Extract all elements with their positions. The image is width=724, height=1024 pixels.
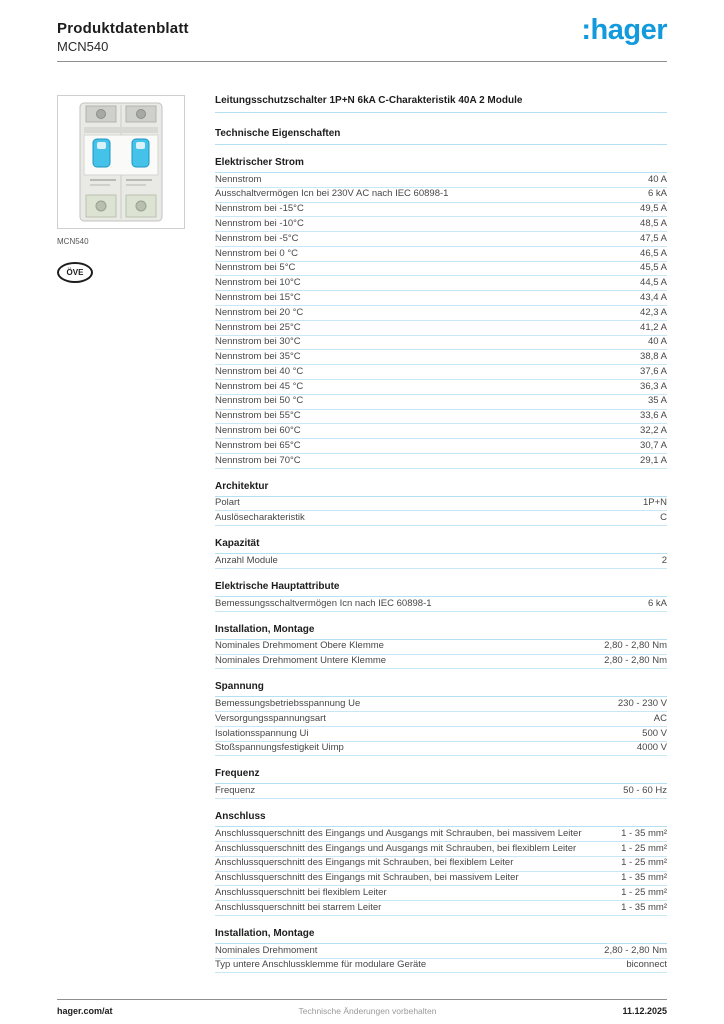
spec-row: [215, 380, 667, 395]
spec-value: 1 - 25 mm²: [621, 842, 667, 854]
spec-label: Nennstrom bei 70°C: [215, 454, 301, 466]
spec-row: [215, 597, 667, 612]
spec-row: [215, 640, 667, 655]
spec-value: 1 - 35 mm²: [621, 827, 667, 839]
spec-label: Nennstrom bei 20 °C: [215, 306, 304, 318]
spec-label: Nennstrom bei -5°C: [215, 232, 299, 244]
technical-properties-heading: Technische Eigenschaften: [215, 128, 667, 145]
spec-row: [215, 872, 667, 887]
spec-label: Isolationsspannung Ui: [215, 727, 309, 739]
spec-label: Nennstrom bei 40 °C: [215, 365, 304, 377]
product-title: Leitungsschutzschalter 1P+N 6kA C-Charakteristik 40A 2 Module: [215, 95, 667, 113]
spec-value: 37,6 A: [640, 365, 667, 377]
spec-value: 30,7 A: [640, 439, 667, 451]
spec-row: [215, 439, 667, 454]
product-code: MCN540: [57, 39, 109, 54]
spec-label: Nennstrom: [215, 173, 262, 185]
spec-value: 41,2 A: [640, 321, 667, 333]
spec-row: [215, 842, 667, 857]
spec-label: Nennstrom bei 25°C: [215, 321, 301, 333]
spec-row: [215, 901, 667, 916]
spec-label: Polart: [215, 497, 240, 509]
spec-label: Nennstrom bei -10°C: [215, 218, 304, 230]
spec-label: Anzahl Module: [215, 554, 278, 566]
spec-label: Anschlussquerschnitt des Eingangs mit Schrauben, bei massivem Leiter: [215, 872, 519, 884]
spec-label: Anschlussquerschnitt des Eingangs und Ausgangs mit Schrauben, bei flexiblem Leiter: [215, 842, 577, 854]
section-heading: Elektrische Hauptattribute: [215, 580, 667, 597]
section-heading: Installation, Montage: [215, 623, 667, 640]
page-title: Produktdatenblatt: [57, 20, 189, 37]
spec-table: [215, 95, 667, 973]
circuit-breaker-illustration: [66, 101, 176, 223]
footer-website-link[interactable]: hager.com/at: [57, 1006, 113, 1016]
spec-label: Nennstrom bei 30°C: [215, 336, 301, 348]
spec-value: 50 - 60 Hz: [623, 785, 667, 797]
spec-value: 4000 V: [636, 742, 667, 754]
spec-row: [215, 727, 667, 742]
spec-row: [215, 217, 667, 232]
spec-label: Nennstrom bei 60°C: [215, 424, 301, 436]
page-footer: [57, 999, 667, 1016]
spec-value: 43,4 A: [640, 291, 667, 303]
spec-value: 48,5 A: [640, 218, 667, 230]
spec-value: 1 - 25 mm²: [621, 857, 667, 869]
spec-label: Stoßspannungsfestigkeit Uimp: [215, 742, 344, 754]
spec-label: Anschlussquerschnitt des Eingangs und Ausgangs mit Schrauben, bei massivem Leiter: [215, 827, 582, 839]
spec-label: Nennstrom bei 45 °C: [215, 380, 304, 392]
spec-value: 2,80 - 2,80 Nm: [604, 640, 667, 652]
footer-date: 11.12.2025: [622, 1006, 667, 1016]
spec-label: Ausschaltvermögen Icn bei 230V AC nach IEC 60898-1: [215, 188, 449, 200]
spec-section: [215, 156, 667, 469]
spec-label: Frequenz: [215, 785, 256, 797]
spec-value: 33,6 A: [640, 410, 667, 422]
spec-label: Anschlussquerschnitt des Eingangs mit Schrauben, bei flexiblem Leiter: [215, 857, 514, 869]
spec-value: 500 V: [642, 727, 667, 739]
spec-row: [215, 232, 667, 247]
section-heading: Kapazität: [215, 537, 667, 554]
spec-label: Nennstrom bei 35°C: [215, 351, 301, 363]
spec-label: Typ untere Anschlussklemme für modulare Geräte: [215, 959, 427, 971]
spec-label: Nennstrom bei 55°C: [215, 410, 301, 422]
spec-value: 1P+N: [642, 497, 667, 509]
spec-label: Nominales Drehmoment Untere Klemme: [215, 655, 387, 667]
spec-section: [215, 480, 667, 527]
spec-row: [215, 454, 667, 469]
spec-label: Nennstrom bei 0 °C: [215, 247, 298, 259]
spec-row: [215, 742, 667, 757]
spec-value: 6 kA: [647, 597, 667, 609]
spec-section: [215, 680, 667, 756]
spec-label: Bemessungsbetriebsspannung Ue: [215, 698, 361, 709]
spec-label: Nennstrom bei 50 °C: [215, 395, 304, 407]
spec-section: [215, 767, 667, 799]
product-sidebar: [57, 95, 187, 973]
product-image: [57, 95, 185, 229]
spec-value: 29,1 A: [640, 454, 667, 466]
spec-label: Nennstrom bei 5°C: [215, 262, 296, 274]
spec-label: Anschlussquerschnitt bei starrem Leiter: [215, 901, 382, 913]
spec-label: Nominales Drehmoment: [215, 944, 318, 956]
spec-value: 1 - 35 mm²: [621, 872, 667, 884]
spec-row: [215, 497, 667, 512]
section-heading: Elektrischer Strom: [215, 156, 667, 173]
spec-value: 38,8 A: [640, 351, 667, 363]
spec-row: [215, 336, 667, 351]
spec-value: 47,5 A: [640, 232, 667, 244]
spec-value: 46,5 A: [640, 247, 667, 259]
spec-value: 40 A: [647, 173, 667, 185]
section-heading: Installation, Montage: [215, 927, 667, 944]
spec-row: [215, 827, 667, 842]
footer-disclaimer: Technische Änderungen vorbehalten: [298, 1006, 437, 1016]
spec-section: [215, 623, 667, 670]
spec-value: 2,80 - 2,80 Nm: [604, 944, 667, 956]
spec-row: [215, 511, 667, 526]
spec-value: 36,3 A: [640, 380, 667, 392]
spec-row: [215, 276, 667, 291]
spec-section: [215, 927, 667, 974]
spec-label: Versorgungsspannungsart: [215, 712, 326, 724]
spec-section: [215, 810, 667, 916]
spec-value: 6 kA: [647, 188, 667, 200]
spec-value: 2: [661, 554, 667, 566]
spec-row: [215, 395, 667, 410]
spec-row: [215, 697, 667, 712]
spec-label: Nominales Drehmoment Obere Klemme: [215, 640, 384, 652]
content-area: [57, 95, 667, 973]
spec-row: [215, 365, 667, 380]
spec-value: 230 - 230 V: [617, 698, 667, 709]
spec-row: [215, 173, 667, 188]
spec-row: [215, 784, 667, 799]
spec-label: Nennstrom bei 65°C: [215, 439, 301, 451]
spec-row: [215, 291, 667, 306]
spec-label: Nennstrom bei 10°C: [215, 277, 301, 289]
spec-row: [215, 712, 667, 727]
spec-sections: [215, 156, 667, 973]
spec-value: 42,3 A: [640, 306, 667, 318]
spec-row: [215, 188, 667, 203]
spec-row: [215, 321, 667, 336]
spec-row: [215, 857, 667, 872]
spec-label: Auslösecharakteristik: [215, 512, 305, 524]
spec-value: 49,5 A: [640, 203, 667, 215]
spec-row: [215, 262, 667, 277]
spec-value: 1 - 25 mm²: [621, 887, 667, 899]
spec-row: [215, 959, 667, 974]
spec-row: [215, 424, 667, 439]
spec-value: 45,5 A: [640, 262, 667, 274]
spec-row: [215, 203, 667, 218]
spec-value: 32,2 A: [640, 424, 667, 436]
product-image-caption: MCN540: [57, 237, 89, 246]
spec-value: 35 A: [647, 395, 667, 407]
spec-row: [215, 886, 667, 901]
spec-row: [215, 554, 667, 569]
spec-row: [215, 306, 667, 321]
spec-value: biconnect: [626, 959, 667, 971]
spec-label: Nennstrom bei 15°C: [215, 291, 301, 303]
spec-row: [215, 655, 667, 670]
spec-row: [215, 410, 667, 425]
ove-certification-label: ÖVE: [66, 268, 84, 277]
spec-value: 1 - 35 mm²: [621, 901, 667, 913]
spec-row: [215, 944, 667, 959]
spec-row: [215, 350, 667, 365]
spec-value: AC: [653, 712, 667, 724]
ove-certification-badge: [57, 262, 93, 283]
spec-value: 44,5 A: [640, 277, 667, 289]
spec-label: Nennstrom bei -15°C: [215, 203, 304, 215]
spec-label: Anschlussquerschnitt bei flexiblem Leiter: [215, 887, 387, 899]
spec-row: [215, 247, 667, 262]
spec-value: 2,80 - 2,80 Nm: [604, 655, 667, 667]
section-heading: Architektur: [215, 480, 667, 497]
section-heading: Frequenz: [215, 767, 667, 784]
section-heading: Anschluss: [215, 810, 667, 827]
spec-value: 40 A: [647, 336, 667, 348]
section-heading: Spannung: [215, 680, 667, 697]
spec-section: [215, 580, 667, 612]
spec-value: C: [660, 512, 667, 524]
spec-label: Bemessungsschaltvermögen Icn nach IEC 60898-1: [215, 597, 432, 609]
hager-logo: :hager: [581, 14, 667, 46]
page-header: [57, 14, 667, 62]
spec-section: [215, 537, 667, 569]
